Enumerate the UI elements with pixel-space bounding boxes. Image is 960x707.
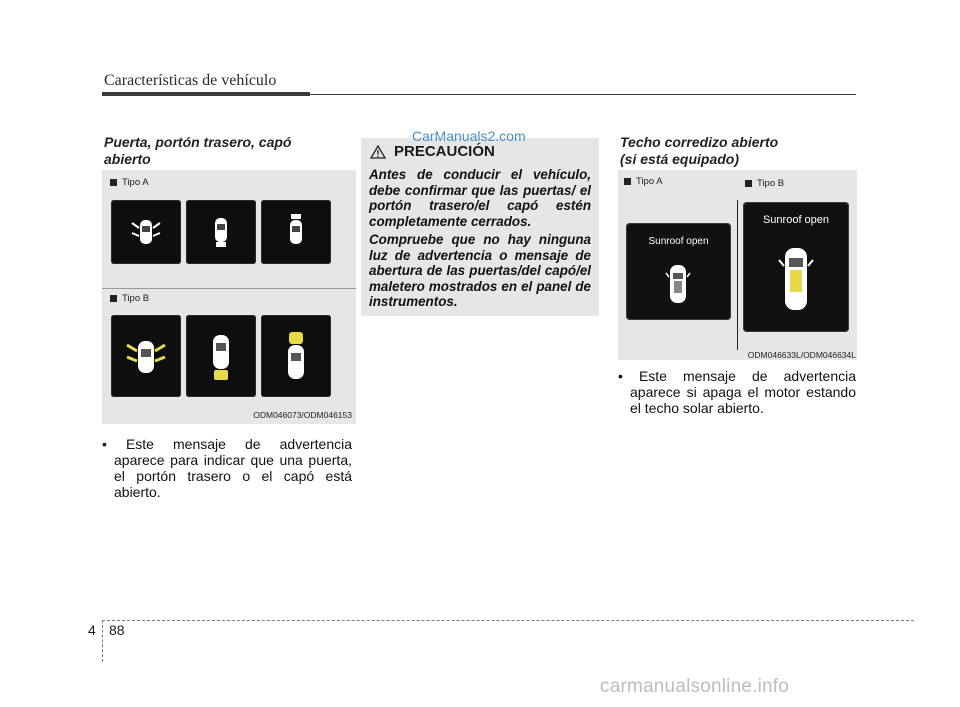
section-title-doors-line1: Puerta, portón trasero, capó (104, 134, 292, 150)
page-chapter-number: 4 (88, 622, 96, 638)
caution-title-text: PRECAUCIÓN (394, 143, 495, 160)
footer-dashed-divider (102, 620, 103, 662)
sunroof-tipo-a-label (624, 176, 663, 187)
doors-b-tile-hood (261, 315, 331, 397)
doors-panel-divider (102, 288, 356, 289)
square-bullet-icon (110, 295, 117, 302)
doors-tipo-b-label (110, 293, 149, 304)
footer-dashed-rule (102, 620, 914, 621)
section-title-doors-line2: abierto (104, 151, 151, 167)
doors-tipo-a-text: Tipo A (122, 177, 149, 188)
car-doors-open-icon (111, 200, 181, 264)
sunroof-bullet-line1: • Este mensaje de advertencia (618, 368, 856, 384)
doors-bullet-rest: aparece para indicar que una puerta, el portón trasero o el capó está abierto. (114, 452, 352, 500)
caution-title (370, 143, 495, 160)
car-sunroof-icon (664, 259, 692, 309)
sunroof-screen-a (626, 223, 731, 320)
header-rule-thick (102, 92, 310, 96)
sunroof-bullet-rest: aparece si apaga el motor estando el techo solar abierto. (630, 384, 856, 416)
sunroof-screen-b (743, 202, 849, 332)
sunroof-screen-b-text: Sunroof open (762, 214, 830, 226)
doors-tipo-a-label (110, 177, 149, 188)
watermark-top: CarManuals2.com (412, 128, 526, 144)
section-title-sunroof-line1: Techo corredizo abierto (620, 134, 779, 150)
caution-paragraph-1: Antes de conducir el vehículo, debe confirmar que las puertas/ el portón trasero/el capó estén completamente cerrados. (369, 167, 591, 229)
doors-a-tile-doors (111, 200, 181, 264)
doors-b-tile-trunk (186, 315, 256, 397)
doors-b-tile-doors (111, 315, 181, 397)
square-bullet-icon (110, 179, 117, 186)
doors-a-tile-trunk (186, 200, 256, 264)
sunroof-figure-code: ODM046633L/ODM046634L (747, 350, 856, 360)
doors-bullet-line1: • Este mensaje de advertencia (102, 436, 352, 452)
sunroof-screen-a-text: Sunroof open (648, 236, 709, 247)
watermark-bottom: carmanualsonline.info (600, 676, 790, 697)
car-trunk-open-highlight-icon (186, 315, 256, 397)
section-title-sunroof-line2: (si está equipado) (620, 151, 740, 167)
section-title-sunroof (620, 134, 778, 168)
page-header-title: Características de vehículo (104, 72, 277, 89)
sunroof-tipo-b-label (745, 178, 784, 189)
sunroof-bullet-text (618, 368, 856, 416)
sunroof-panel-divider (737, 200, 738, 350)
car-sunroof-highlight-icon (777, 240, 815, 320)
section-title-doors (104, 134, 291, 168)
car-doors-open-highlight-icon (111, 315, 181, 397)
car-hood-open-icon (261, 200, 331, 264)
car-hood-open-highlight-icon (261, 315, 331, 397)
doors-bullet-text (102, 436, 352, 500)
doors-figure-code: ODM046073/ODM046153 (253, 410, 352, 420)
header-rule-thin (310, 94, 856, 95)
sunroof-tipo-a-text: Tipo A (636, 176, 663, 187)
doors-tipo-b-text: Tipo B (122, 293, 150, 304)
square-bullet-icon (624, 178, 631, 185)
page-number: 88 (109, 622, 125, 638)
sunroof-tipo-b-text: Tipo B (757, 178, 785, 189)
warning-triangle-icon (370, 145, 386, 159)
doors-a-tile-hood (261, 200, 331, 264)
caution-paragraph-2: Compruebe que no hay ninguna luz de advertencia o mensaje de abertura de las puertas/del capó/el maletero mostrados en el panel de instrumentos. (369, 232, 591, 309)
car-trunk-open-icon (186, 200, 256, 264)
square-bullet-icon (745, 180, 752, 187)
